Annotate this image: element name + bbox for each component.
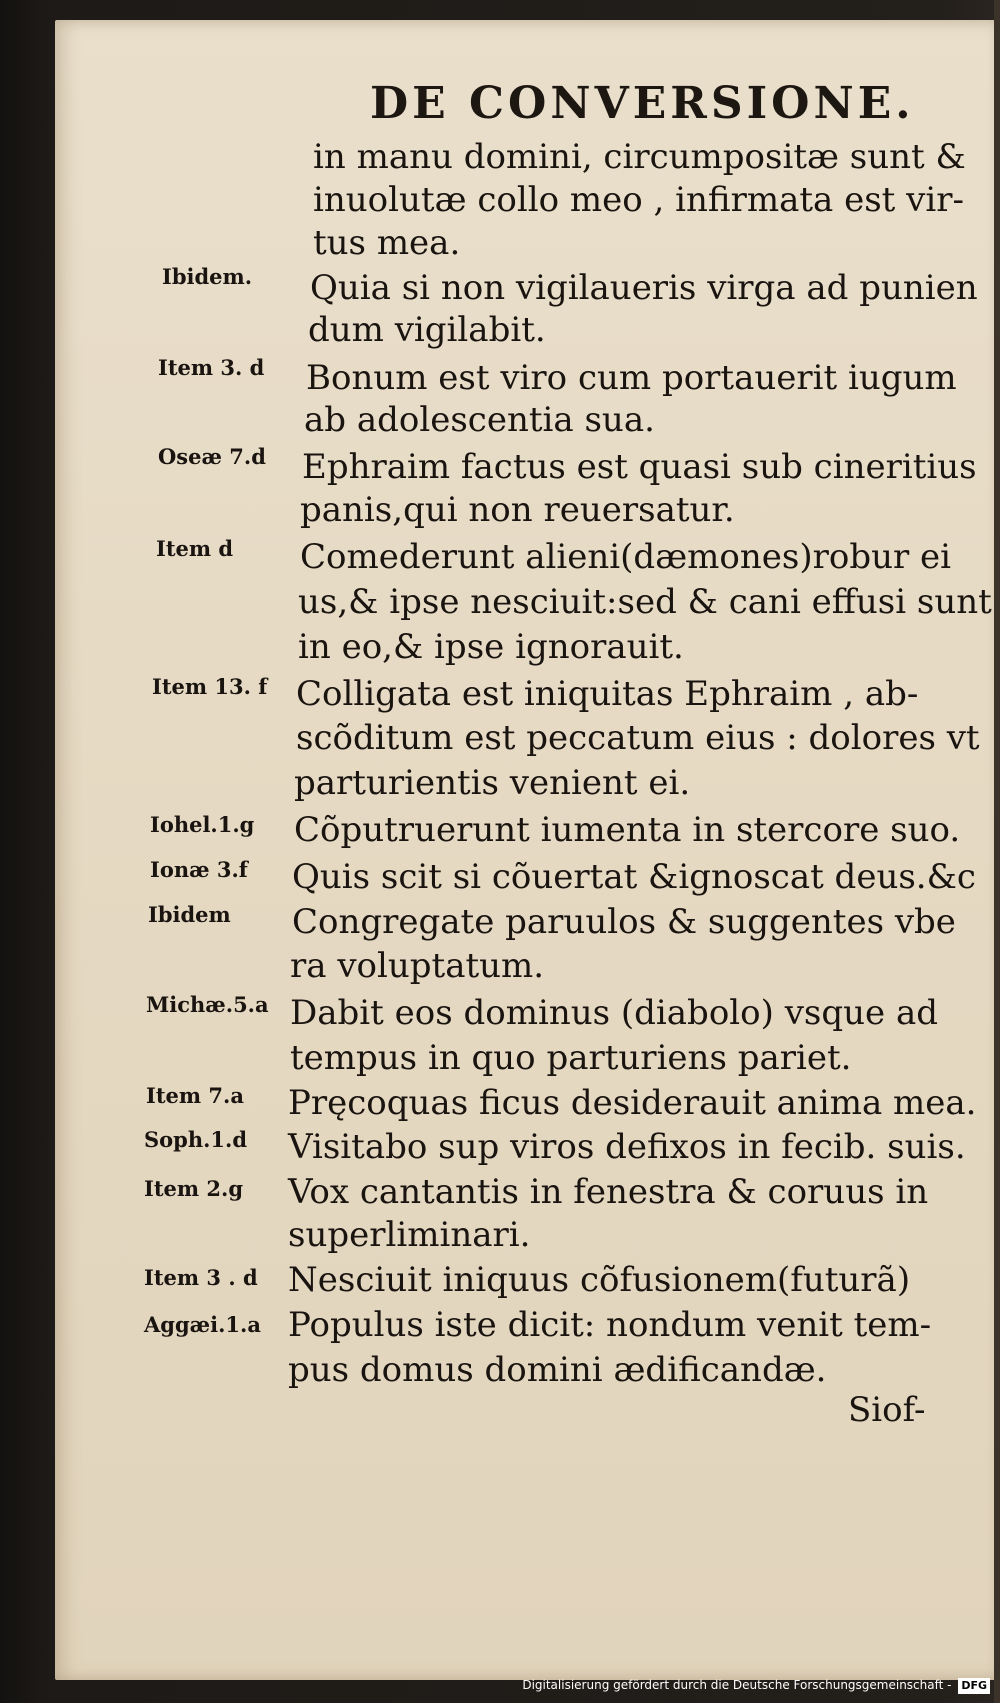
text-line: Populus iste dicit: nondum venit tem- (288, 1305, 932, 1345)
margin-reference: Item 2.g (144, 1176, 244, 1201)
text-line: Bonum est viro cum portauerit iugum (306, 358, 957, 398)
text-line: Pręcoquas ficus desiderauit anima mea. (288, 1083, 977, 1123)
margin-reference: Item 3 . d (144, 1265, 258, 1290)
text-line: scõditum est peccatum eius : dolores vt (296, 718, 980, 758)
digitization-footer (522, 1673, 990, 1697)
dfg-logo: DFG (958, 1678, 990, 1694)
running-head: DE CONVERSIONE. (370, 78, 915, 129)
margin-reference: Item d (156, 536, 234, 561)
text-line: panis,qui non reuersatur. (300, 490, 735, 530)
margin-reference: Ionæ 3.f (150, 857, 248, 882)
text-line: Nesciuit iniquus cõfusionem(futurã) (288, 1260, 911, 1300)
margin-reference: Aggæi.1.a (144, 1312, 261, 1337)
text-line: Congregate paruulos & suggentes vbe (292, 902, 956, 942)
text-line: ra voluptatum. (290, 946, 545, 986)
text-line: inuolutæ collo meo , infirmata est vir- (313, 180, 964, 220)
page-edge (994, 0, 1000, 1703)
text-line: ab adolescentia sua. (304, 400, 655, 440)
text-line: Dabit eos dominus (diabolo) vsque ad (290, 993, 938, 1033)
text-line: tus mea. (313, 223, 461, 263)
margin-reference: Item 3. d (158, 355, 265, 380)
text-line: Visitabo sup viros defixos in fecib. suis. (288, 1127, 966, 1167)
text-line: us,& ipse nesciuit:sed & cani effusi sunt (298, 582, 992, 622)
margin-reference: Ibidem (148, 902, 231, 927)
catchword: Siof- (848, 1390, 926, 1430)
text-line: Ephraim factus est quasi sub cineritius (302, 447, 977, 487)
text-line: superliminari. (288, 1215, 531, 1255)
margin-reference: Item 7.a (146, 1083, 244, 1108)
margin-reference: Oseæ 7.d (158, 444, 266, 469)
text-line: tempus in quo parturiens pariet. (290, 1038, 852, 1078)
margin-reference: Item 13. f (152, 674, 268, 699)
text-line: dum vigilabit. (308, 310, 546, 350)
text-line: Quia si non vigilaueris virga ad punien (310, 268, 978, 308)
text-line: Quis scit si cõuertat &ignoscat deus.&c (292, 857, 976, 897)
text-line: parturientis venient ei. (294, 763, 691, 803)
margin-reference: Ibidem. (162, 264, 253, 289)
margin-reference: Michæ.5.a (146, 992, 269, 1017)
text-line: in eo,& ipse ignorauit. (298, 627, 684, 667)
margin-reference: Iohel.1.g (150, 812, 255, 837)
text-line: in manu domini, circumpositæ sunt & (313, 137, 966, 177)
text-line: Comederunt alieni(dæmones)robur ei (300, 537, 952, 577)
margin-reference: Soph.1.d (144, 1127, 248, 1152)
text-line: Colligata est iniquitas Ephraim , ab- (296, 674, 919, 714)
text-line: pus domus domini ædificandæ. (288, 1350, 827, 1390)
text-line: Vox cantantis in fenestra & coruus in (288, 1172, 929, 1212)
footer-credit: Digitalisierung gefördert durch die Deutsche Forschungsgemeinschaft - (522, 1678, 952, 1692)
text-line: Cõputruerunt iumenta in stercore suo. (294, 810, 961, 850)
